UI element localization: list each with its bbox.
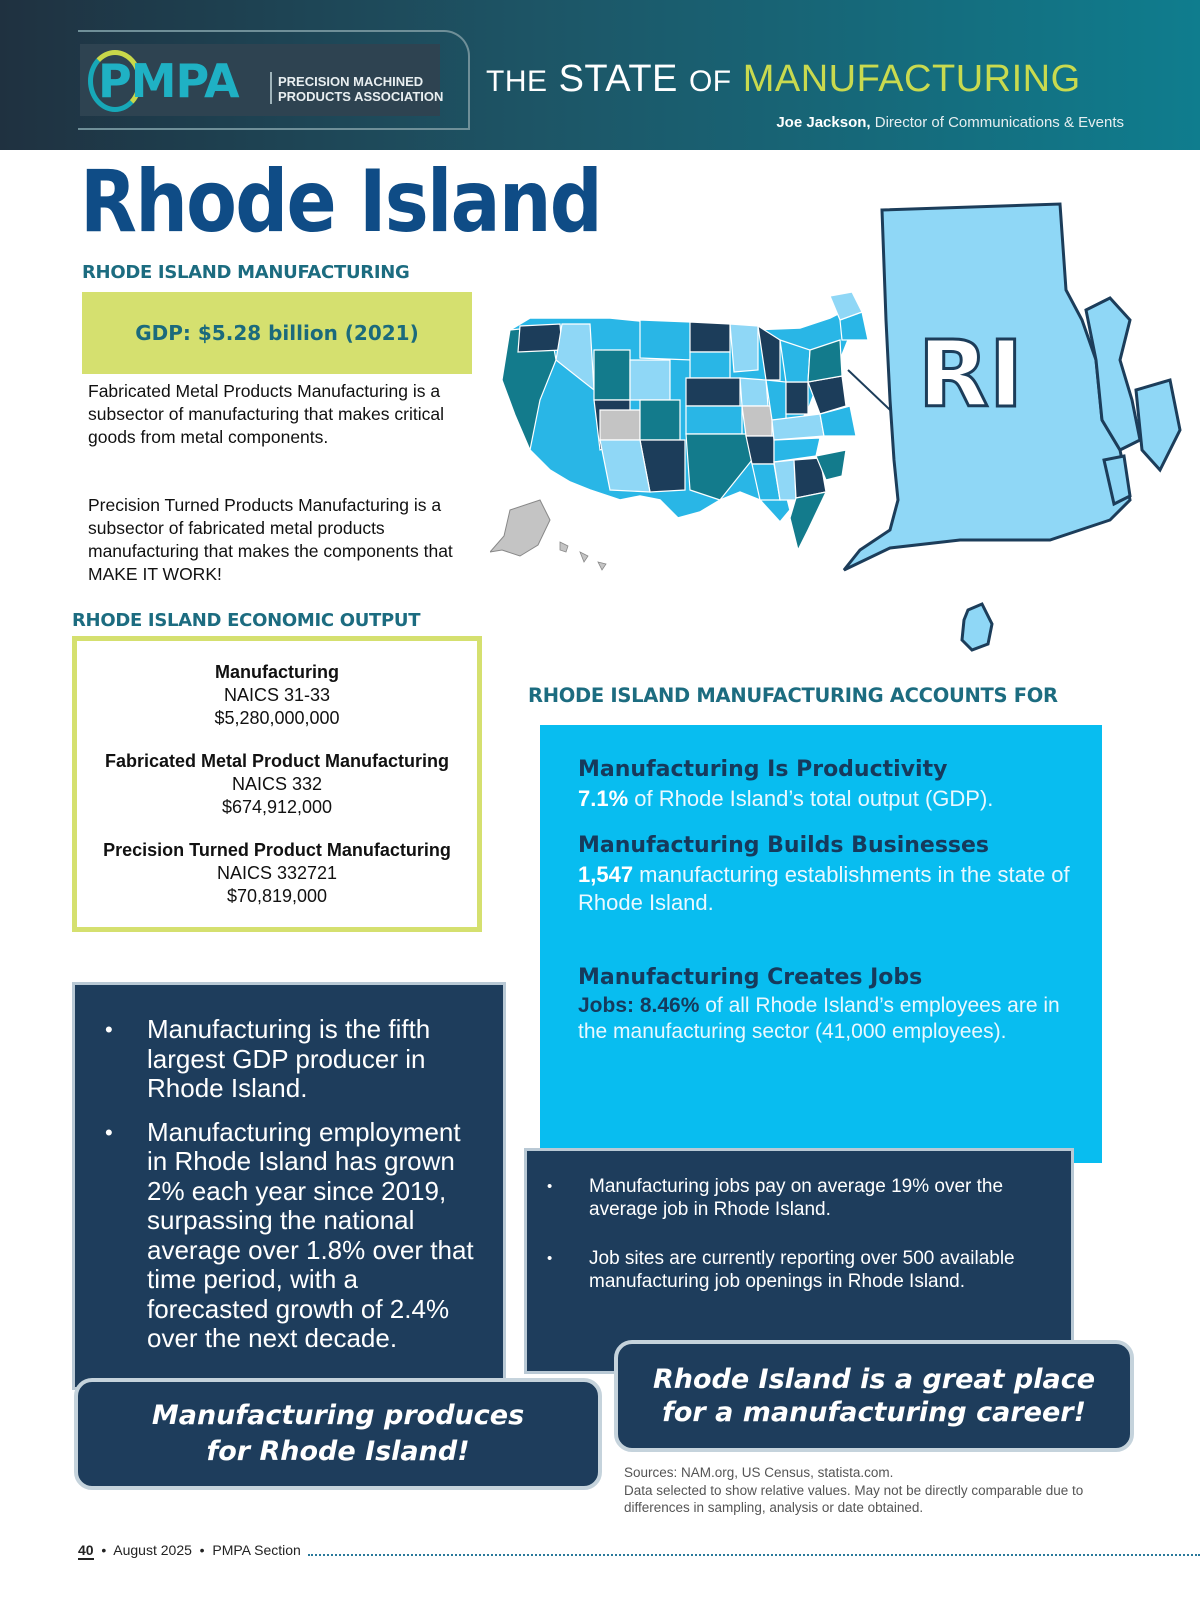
ri-map-label: RI [918,321,1024,428]
output-item-naics: NAICS 332 [231,774,323,794]
output-item-title: Fabricated Metal Product Manufacturing [104,751,450,771]
growth-bullets-box [72,982,506,1390]
byline [776,114,1124,131]
stat-body [578,993,1072,1045]
callout-right-text: Rhode Island is a great place for a manufacturing career! [652,1364,1096,1428]
economic-output-box [72,636,482,932]
title-manufacturing: MANUFACTURING [742,58,1081,100]
sources-disclaimer: Data selected to show relative values. May not be directly comparable due to differences in sampling, analysis or date obtained. [624,1482,1084,1515]
stat-item-businesses [578,831,1072,917]
us-map [490,292,868,570]
title-state: STATE [558,58,678,100]
sources-note [624,1464,1124,1517]
stat-item-jobs [578,963,1072,1045]
page-number: 40 [78,1542,94,1558]
stat-body [578,861,1072,917]
precision-turned-paragraph: Precision Turned Products Manufacturing is a subsector of fabricated metal products manufacturing that makes the components that MAKE IT WORK! [88,495,453,584]
list-item: • Manufacturing jobs pay on average 19% over the average job in Rhode Island. [547,1175,1051,1221]
growth-bullet-list [105,1015,483,1354]
stat-text: manufacturing establishments in the state of Rhode Island. [578,862,1070,915]
sources-line: Sources: NAM.org, US Census, statista.com. [624,1465,894,1480]
accounts-for-box [540,725,1102,1163]
stat-title: Manufacturing Builds Businesses [578,833,990,858]
output-item-value: $5,280,000,000 [214,708,340,728]
author-name: Joe Jackson, [776,114,871,131]
output-item-naics: NAICS 332721 [216,863,338,883]
output-item [77,750,477,819]
header-banner [0,0,1200,150]
title-of: OF [688,65,732,98]
logo-subtitle: PRECISION MACHINED PRODUCTS ASSOCIATION [278,74,444,104]
accounts-for-heading: RHODE ISLAND MANUFACTURING ACCOUNTS FOR [528,684,1058,707]
stat-highlight: 1,547 [578,862,634,887]
stat-body [578,785,1072,813]
list-item: • Manufacturing is the fifth largest GDP producer in Rhode Island. [105,1015,483,1104]
stat-title: Manufacturing Is Productivity [578,757,948,782]
callout-left [74,1378,602,1490]
title-the: THE [486,65,548,98]
pmpa-logo-text: PMPA [98,54,239,108]
jobs-bullet-list [547,1175,1051,1293]
callout-left-text: Manufacturing produces for Rhode Island! [151,1400,525,1467]
list-item: • Job sites are currently reporting over 500 available manufacturing job openings in Rhode Island. [547,1247,1051,1293]
economic-output-heading: RHODE ISLAND ECONOMIC OUTPUT [72,610,421,631]
stat-highlight: Jobs: 8.46% [578,994,700,1017]
output-item-value: $674,912,000 [221,797,333,817]
logo-divider [270,72,272,104]
stat-item-productivity [578,755,1072,813]
list-item: • Manufacturing employment in Rhode Island has grown 2% each year since 2019, surpassing the national average over 1.8% over that time period, with a forecasted growth of 2.4% over the next decade. [105,1118,483,1354]
stat-text: of all Rhode Island’s employees are in the manufacturing sector (41,000 employees). [578,994,1060,1043]
stat-highlight: 7.1% [578,786,629,811]
output-item-value: $70,819,000 [226,886,328,906]
callout-right [614,1340,1134,1452]
page-title: Rhode Island [80,152,602,252]
series-title [486,58,1081,101]
output-item-title: Precision Turned Product Manufacturing [103,840,451,860]
author-role: Director of Communications & Events [874,114,1124,131]
page-footer: 40 • August 2025 • PMPA Section [78,1542,301,1558]
stat-title: Manufacturing Creates Jobs [578,965,923,990]
output-item-title: Manufacturing [215,662,339,682]
output-item [77,661,477,730]
output-item-naics: NAICS 31-33 [223,685,331,705]
footer-section: PMPA Section [212,1542,301,1558]
footer-date: August 2025 [113,1542,192,1558]
gdp-text: GDP: $5.28 billion (2021) [135,321,419,345]
output-item [77,839,477,908]
fabricated-metal-paragraph: Fabricated Metal Products Manufacturing is a subsector of manufacturing that makes critical goods from metal components. [88,381,444,447]
footer-dotted-rule [308,1554,1200,1556]
stat-text: of Rhode Island’s total output (GDP). [628,786,994,811]
us-map-with-rhode-island [490,200,1200,670]
manufacturing-heading: RHODE ISLAND MANUFACTURING [82,262,410,283]
gdp-box [82,292,472,374]
